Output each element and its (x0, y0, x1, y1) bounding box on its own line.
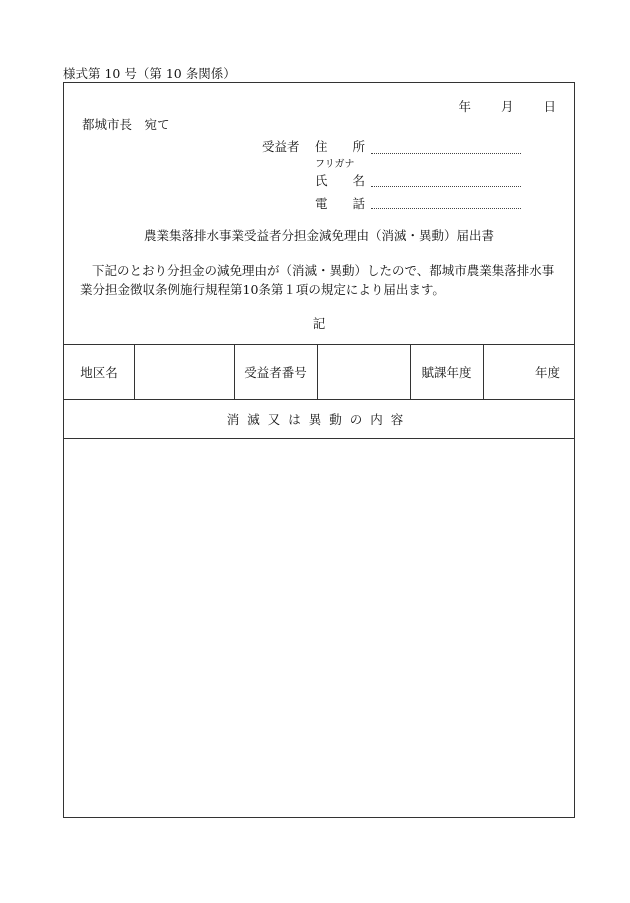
date-day-label: 日 (543, 99, 556, 114)
date-year-label: 年 (458, 99, 471, 114)
applicant-label: 受益者 (262, 139, 300, 154)
levy-year-unit: 年度 (534, 364, 560, 380)
date-month-label: 月 (500, 99, 514, 114)
address-label: 住 所 (315, 139, 366, 154)
levy-year-field[interactable] (483, 344, 576, 399)
furigana-label: フリガナ (315, 159, 355, 170)
name-field[interactable] (371, 186, 521, 187)
form-number: 様式第 10 号（第 10 条関係） (63, 66, 236, 81)
phone-label: 電 話 (315, 196, 366, 211)
name-label: 氏 名 (315, 173, 366, 188)
address-field[interactable] (371, 153, 521, 154)
levy-year-label-text: 賦課年度 (421, 364, 472, 380)
beneficiary-number-label (234, 344, 317, 399)
document-title: 農業集落排水事業受益者分担金減免理由（消滅・異動）届出書 (143, 228, 494, 243)
date-line (458, 97, 556, 115)
district-label-text: 地区名 (80, 364, 118, 380)
district-value-field[interactable] (134, 344, 234, 399)
body-text: 下記のとおり分担金の減免理由が（消滅・異動）したので、都城市農業集落排水事業分担金徴収条例施行規程第10条第１項の規定により届出ます。 (80, 263, 555, 297)
beneficiary-number-field[interactable] (317, 344, 410, 399)
beneficiary-number-label-text: 受益者番号 (244, 364, 307, 380)
ki-label: 記 (312, 316, 326, 331)
content-field[interactable] (64, 439, 574, 817)
levy-year-label (410, 344, 483, 399)
table-bottom-border (64, 399, 574, 400)
addressee: 都城市長 宛て (82, 117, 170, 132)
district-label (64, 344, 134, 399)
form-frame (63, 82, 575, 818)
phone-field[interactable] (371, 208, 521, 209)
content-heading: 消滅又は異動の内容 (226, 412, 412, 427)
